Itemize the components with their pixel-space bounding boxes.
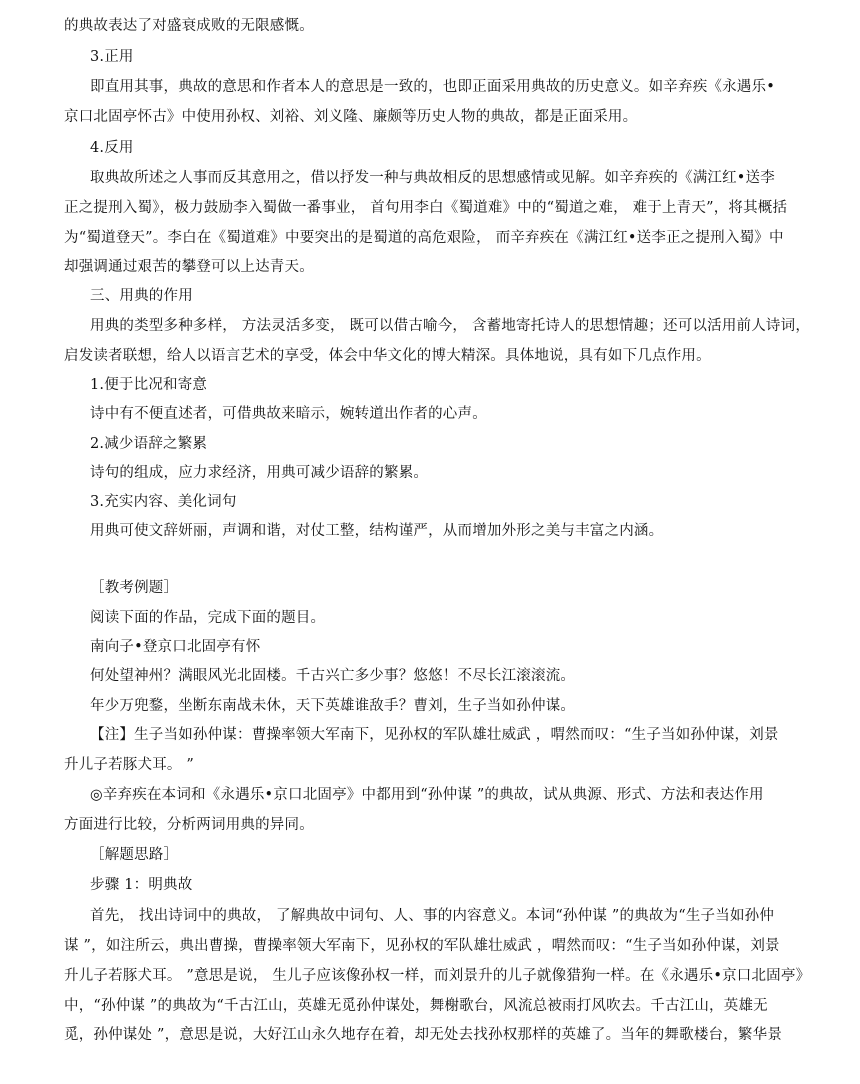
text-line: 方面进行比较，分析两词用典的异同。 xyxy=(64,817,314,833)
text-line: 却强调通过艰苦的攀登可以上达青天。 xyxy=(64,259,314,275)
section-heading: 三、用典的作用 xyxy=(90,288,193,304)
text-line: 用典可使文辞妍丽，声调和谐，对仗工整，结构谨严，从而增加外形之美与丰富之内涵。 xyxy=(90,523,664,539)
text-line: 觅，孙仲谋处 ”，意思是说，大好江山永久地存在着，却无处去找孙权那样的英雄了。当年的舞歌楼台，繁华景 xyxy=(64,1027,783,1043)
text-line: 为“蜀道登天”。李白在《蜀道难》中要突出的是蜀道的高危艰险， 而辛弃疾在《满江红•送李正之提刑入蜀》中 xyxy=(64,230,784,246)
text-line: 启发读者联想，给人以语言艺术的享受，体会中华文化的博大精深。具体地说，具有如下几点作用。 xyxy=(64,348,711,364)
text-line: 首先， 找出诗词中的典故， 了解典故中词句、人、事的内容意义。本词“孙仲谋 ”的典故为“生子当如孙仲 xyxy=(90,908,775,924)
poem-line: 何处望神州？满眼风光北固楼。千古兴亡多少事？悠悠！不尽长江滚滚流。 xyxy=(90,668,576,684)
text-line: 升儿子若豚犬耳。 ”意思是说， 生儿子应该像孙权一样，而刘景升的儿子就像猎狗一样。在《永遇乐•京口北固亭》 xyxy=(64,968,811,984)
example-heading: ［教考例题］ xyxy=(90,580,179,596)
text-line: 谋 ”，如注所云，典出曹操，曹操率领大军南下，见孙权的军队雄壮威武 ，喟然而叹：“生子当如孙仲谋，刘景 xyxy=(64,938,780,954)
step-heading: 步骤 1：明典故 xyxy=(90,877,193,893)
text-line: 阅读下面的作品，完成下面的题目。 xyxy=(90,610,326,626)
section-number-heading: 4.反用 xyxy=(90,140,134,156)
text-line: 用典的类型多种多样， 方法灵活多变， 既可以借古喻今， 含蓄地寄托诗人的思想情趣；还可以活用前人诗词， xyxy=(90,318,811,334)
section-number-heading: 3.充实内容、美化词句 xyxy=(90,494,237,510)
question-line: ◎辛弃疾在本词和《永遇乐•京口北固亭》中都用到“孙仲谋 ”的典故，试从典源、形式、方法和表达作用 xyxy=(90,787,764,803)
text-line: 的典故表达了对盛衰成败的无限感慨。 xyxy=(64,18,314,34)
text-line: 即直用其事，典故的意思和作者本人的意思是一致的，也即正面采用典故的历史意义。如辛弃疾《永遇乐• xyxy=(90,79,775,95)
section-number-heading: 2.减少语辞之繁累 xyxy=(90,436,208,452)
text-line: 京口北固亭怀古》中使用孙权、刘裕、刘义隆、廉颇等历史人物的典故，都是正面采用。 xyxy=(64,109,638,125)
section-number-heading: 1.便于比况和寄意 xyxy=(90,377,208,393)
text-line: 升儿子若豚犬耳。 ” xyxy=(64,757,195,773)
text-line: 诗句的组成，应力求经济，用典可减少语辞的繁累。 xyxy=(90,465,429,481)
note-line: 【注】生子当如孙仲谋：曹操率领大军南下，见孙权的军队雄壮威武 ，喟然而叹：“生子当如孙仲谋，刘景 xyxy=(90,727,779,743)
poem-line: 年少万兜鍪，坐断东南战未休，天下英雄谁敌手？曹刘，生子当如孙仲谋。 xyxy=(90,698,576,714)
text-line: 诗中有不便直述者，可借典故来暗示，婉转道出作者的心声。 xyxy=(90,406,487,422)
text-line: 正之提刑入蜀》，极力鼓励李入蜀做一番事业， 首句用李白《蜀道难》中的“蜀道之难， 难于上青天”，将其概括 xyxy=(64,200,788,216)
poem-title: 南向子•登京口北固亭有怀 xyxy=(90,639,261,655)
text-line: 取典故所述之人事而反其意用之，借以抒发一种与典故相反的思想感情或见解。如辛弃疾的《满江红•送李 xyxy=(90,170,775,186)
solution-heading: ［解题思路］ xyxy=(90,847,179,863)
text-line: 中，“孙仲谋 ”的典故为“千古江山，英雄无觅孙仲谋处，舞榭歌台，风流总被雨打风吹去。千古江山，英雄无 xyxy=(64,998,768,1014)
section-number-heading: 3.正用 xyxy=(90,49,134,65)
